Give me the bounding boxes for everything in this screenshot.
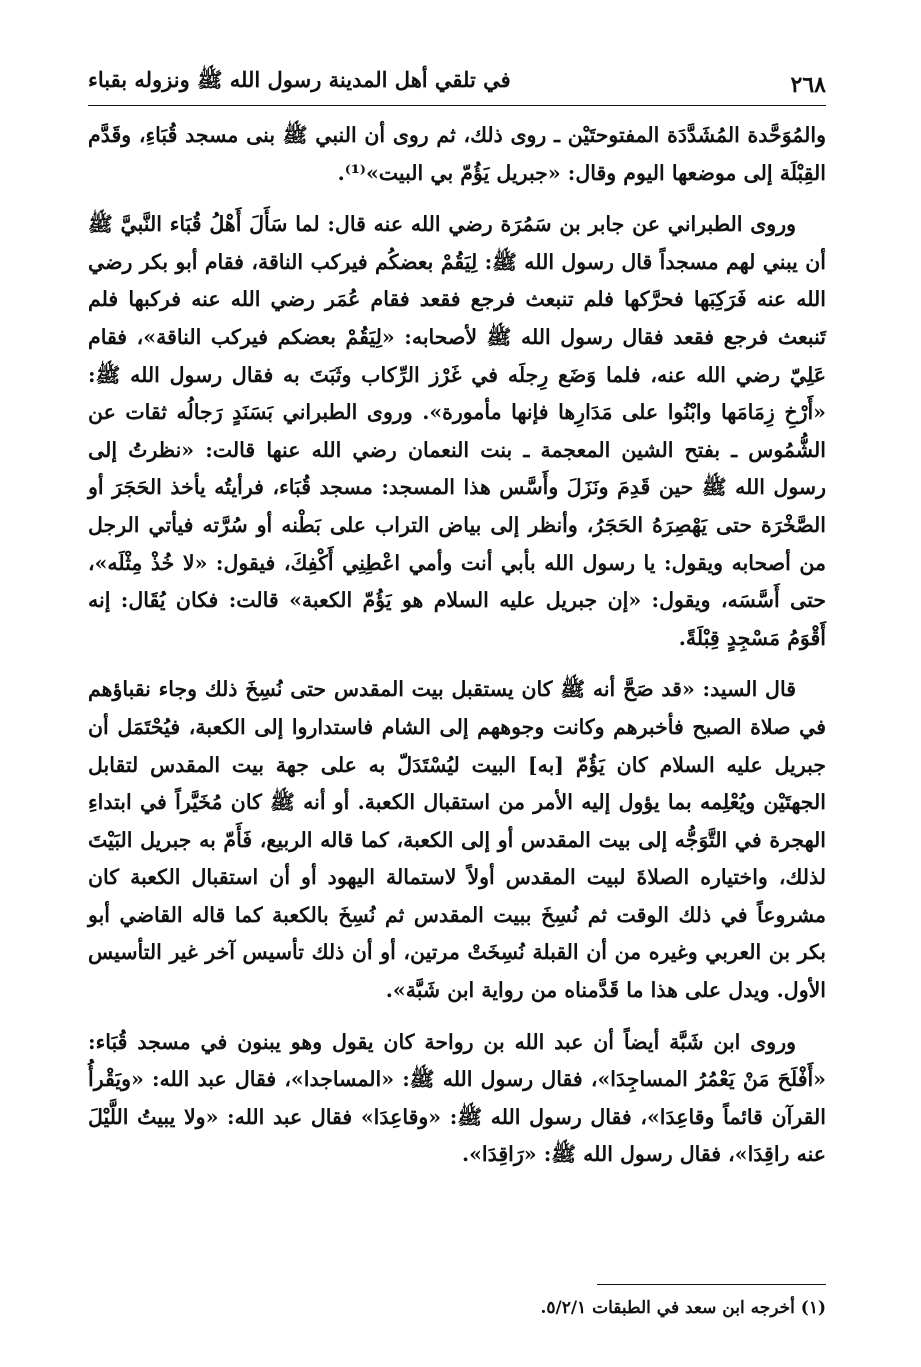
- paragraph: وروى ابن شَبَّة أيضاً أن عبد الله بن رواحة كان يقول وهو يبنون في مسجد قُبَاء: «أَفْلَحَ مَنْ يَعْمُرُ المساجِدَا»، فقال رسول الله ﷺ: «المساجدا»، فقال عبد الله: «ويَقْرأُ القرآن قائماً وقاعِدَا»، فقال رسول الله ﷺ: «وقاعِدَا» فقال عبد الله: «ولا يبيتُ اللَّيْلَ عنه راقِدَا»، فقال رسول الله ﷺ: «رَاقِدَا».: [88, 1029, 826, 1167]
- paragraph: وروى الطبراني عن جابر بن سَمُرَة رضي الله عنه قال: لما سَأَلَ أَهْلُ قُبَاء النَّبيَّ ﷺ أن يبني لهم مسجداً قال رسول الله ﷺ: لِيَقُمْ بعضكُم فيركب الناقة، فقام أبو بكر رضي الله عنه فَرَكِبَها فحرَّكها فلم تنبعث فرجع فقعد فقام عُمَر رضي الله عنه فركبها فلم تَنبعث فرجع فقعد فقال رسول الله ﷺ لأصحابه: «لِيَقُمْ بعضكم فيركب الناقة»، فقام عَلِيّ رضي الله عنه، فلما وَضَع رِجلَه في غَرْز الرِّكاب وثَبَتَ به فقال رسول الله ﷺ: «أَرْخِ زِمَامَها وابْنُوا على مَدَارِها فإنها مأمورة». وروى الطبراني بَسَنَدٍ رَجالُه ثقات عن الشُّمُوس ـ بفتح الشين المعجمة ـ بنت النعمان رضي الله عنها قالت: «نظرتُ إلى رسول الله ﷺ حين قَدِمَ ونَزَلَ وأَسَّس هذا المسجد: مسجد قُبَاء، فرأيتُه يأخذ الحَجَرَ أو الصَّخْرَة حتى يَهْصِرَهُ الحَجَرُ، وأنظر إلى بياض التراب على بَطْنه أو سُرَّته فيأتي الرجل من أصحابه ويقول: يا رسول الله بأبي أنت وأمي اعْطِنِي أَكْفِكَ، فيقول: «لا خُذْ مِثْلَه»، حتى أَسَّسَه، ويقول: «إن جبريل عليه السلام هو يَؤُمّ الكعبة» قالت: فكان يُقَال: إنه أَقْوَمُ مَسْجِدٍ قِبْلَةً.: [88, 212, 826, 650]
- footnote-rule: [597, 1284, 826, 1285]
- running-head: [88, 58, 826, 98]
- page-number: ٢٦٨: [790, 72, 826, 98]
- body-text: [88, 117, 826, 1188]
- footnote: (١) أخرجه ابن سعد في الطبقات ٥/٢/١.: [540, 1298, 826, 1318]
- paragraph: والمُوَحَّدة المُشَدَّدَة المفتوحتَيْن ـ روى ذلك، ثم روى أن النبي ﷺ بنى مسجد قُبَاءِ، وقَدَّم القِبْلَة إلى موضعها اليوم وقال: «جبريل يَؤُمّ بي البيت»⁽¹⁾.: [88, 123, 826, 185]
- paragraph: قال السيد: «قد صَحَّ أنه ﷺ كان يستقبل بيت المقدس حتى نُسِخَ ذلك وجاء نقباؤهم في صلاة الصبح فأخبرهم وكانت وجوههم إلى الشام فاستداروا إلى الكعبة، فيُحْتَمَل أن جبريل عليه السلام كان يَؤُمّ [به] البيت ليُسْتَدَلّ به على جهة بيت المقدس لتقابل الجهتَيْن ويُعْلِمه بما يؤول إليه الأمر من استقبال الكعبة. أو أنه ﷺ كان مُخَيَّراً في ابتداءِ الهجرة في التَّوَجُّه إلى بيت المقدس أو إلى الكعبة، كما قاله الربيع، فَأَمّ به جبريل البَيْتَ لذلك، واختياره الصلاةَ لبيت المقدس أولاً لاستمالة اليهود أو أن استقبال الكعبة كان مشروعاً في ذلك الوقت ثم نُسِخَ ببيت المقدس ثم نُسِخَ بالكعبة كما قاله القاضي أبو بكر بن العربي وغيره من أن القبلة نُسِخَتْ مرتين، أو أن ذلك تأسيس آخر غير التأسيس الأول. ويدل على هذا ما قَدَّمناه من رواية ابن شَبَّة».: [88, 677, 826, 1003]
- running-title: في تلقي أهل المدينة رسول الله ﷺ ونزوله بقباء: [88, 67, 511, 92]
- header-rule: [88, 105, 826, 106]
